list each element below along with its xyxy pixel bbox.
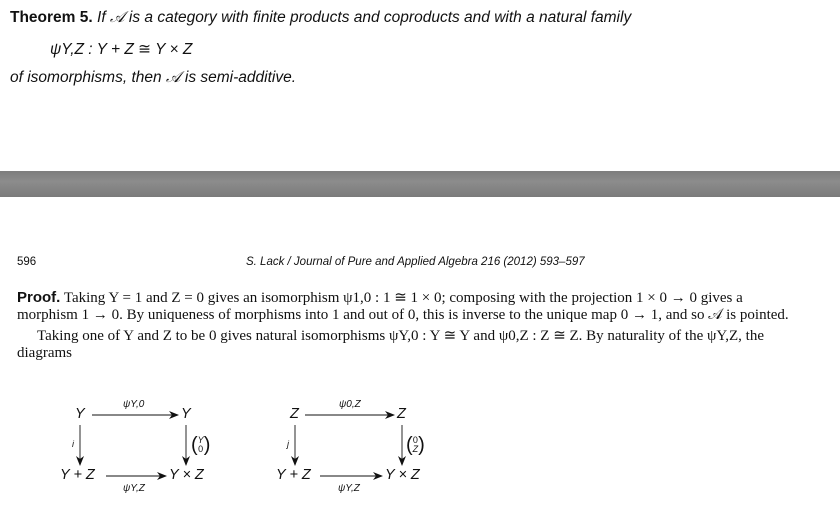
proof-paragraph-1-text: Taking Y = 1 and Z = 0 gives an isomorphism ψ1,0 : 1 ≅ 1 × 0; composing with the projection 1 × 0 → 0 gives a morphism 1 → 0. By uniqueness of morphisms into 1 and out of 0, this is inverse to the unique map 0 → 1, and so 𝒜 is pointed.	[17, 290, 789, 323]
node-bottom-left: Y + Z	[276, 467, 311, 483]
theorem-formula: ψY,Z : Y + Z ≅ Y × Z	[50, 41, 193, 58]
node-top-left: Y	[75, 406, 85, 422]
label-column-vector: (0 Z)	[406, 434, 425, 456]
proof-paragraph-2: Taking one of Y and Z to be 0 gives natural isomorphisms ψY,0 : Y ≅ Y and ψ0,Z : Z ≅ Z. By naturality of the ψY,Z, the diagrams	[17, 328, 765, 361]
node-top-left: Z	[290, 406, 299, 422]
node-top-right: Z	[397, 406, 406, 422]
node-bottom-right: Y × Z	[169, 467, 204, 483]
theorem-label: Theorem 5.	[10, 9, 93, 26]
proof-label: Proof.	[17, 289, 61, 306]
node-top-right: Y	[181, 406, 191, 422]
theorem-text: If 𝒜 is a category with finite products and coproducts and with a natural family	[97, 9, 632, 26]
label-psi-top: ψY,0	[123, 399, 145, 410]
running-head: S. Lack / Journal of Pure and Applied Algebra 216 (2012) 593–597	[246, 256, 585, 268]
label-psi-bottom: ψY,Z	[338, 483, 360, 494]
label-i: i	[72, 439, 74, 449]
label-column-vector: (Y 0)	[191, 434, 211, 456]
label-psi-bottom: ψY,Z	[123, 483, 145, 494]
theorem-statement-line2: of isomorphisms, then 𝒜 is semi-additive.	[10, 69, 297, 86]
page-number: 596	[17, 256, 37, 268]
node-bottom-left: Y + Z	[60, 467, 95, 483]
node-bottom-right: Y × Z	[385, 467, 420, 483]
label-psi-top: ψ0,Z	[339, 399, 361, 410]
label-j: j	[287, 439, 289, 449]
